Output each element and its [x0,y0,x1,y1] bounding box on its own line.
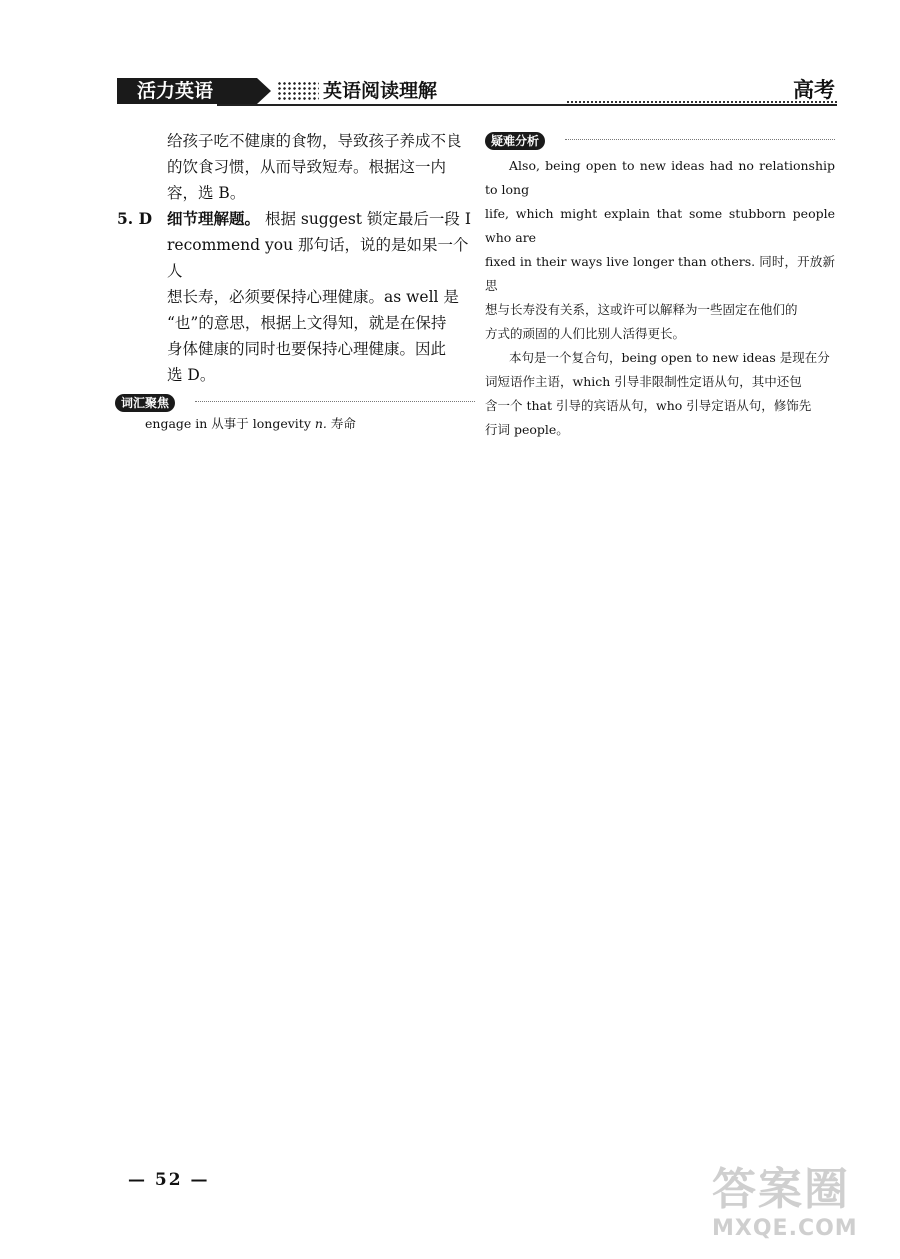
watermark-bottom-text: MXQE.COM [712,1216,858,1241]
question-5-explanation [115,206,475,388]
site-watermark [712,1165,892,1255]
analysis-tag: 疑难分析 [485,132,545,150]
explanation-line [167,206,475,232]
analysis-heading-row [485,130,835,150]
section-title: 英语阅读理解 [323,80,438,102]
sentence-line: fixed in their ways live longer than others. 同时，开放新思 [485,254,835,293]
sentence-line: life, which might explain that some stubborn people who are [485,206,835,245]
vocab-terms: engage in 从事于 longevity [145,416,311,431]
analysis-line: 行词 people。 [485,422,569,437]
question-type: 细节理解题。 [167,210,261,228]
brand-wedge-decoration [257,78,271,104]
continued-answer-line: 给孩子吃不健康的食物，导致孩子养成不良 [167,132,462,150]
page-header [117,76,837,106]
question-number: 5. D [117,209,153,228]
header-rule [217,104,837,106]
continued-answer-line: 容，选 B。 [167,184,246,202]
sentence-line: Also, being open to new ideas had no relationship to long [485,158,835,197]
continued-answer-line: 的饮食习惯，从而导致短寿。根据这一内 [167,158,447,176]
explanation-line: “也”的意思，根据上文得知，就是在保持 [167,314,447,332]
exam-label: 高考 [793,78,835,102]
sentence-analysis [485,154,835,442]
analysis-line: 含一个 that 引导的宾语从句，who 引导定语从句，修饰先 [485,398,812,413]
explanation-line: recommend you 那句话，说的是如果一个人 [167,236,469,280]
vocab-heading-row [115,392,475,412]
dotted-divider [565,139,835,140]
watermark-top-text: 答案圈 [712,1164,850,1215]
explanation-text: 根据 suggest 锁定最后一段 I [260,210,471,228]
left-column [115,128,475,434]
dot-pattern-decoration [277,81,319,101]
explanation-line: 身体健康的同时也要保持心理健康。因此 [167,340,447,358]
sentence-line: 方式的顽固的人们比别人活得更长。 [485,326,686,341]
sentence-line: 想与长寿没有关系，这或许可以解释为一些固定在他们的 [485,302,798,317]
right-column [485,130,835,442]
explanation-line: 想长寿，必须要保持心理健康。as well 是 [167,288,459,306]
vocab-part-of-speech: n. [314,416,327,431]
analysis-line: 词短语作主语，which 引导非限制性定语从句，其中还包 [485,374,802,389]
vocab-meaning: 寿命 [326,416,356,431]
dotted-divider [195,401,475,402]
analysis-line: 本句是一个复合句，being open to new ideas 是现在分 [509,350,830,365]
vocab-tag: 词汇聚焦 [115,394,175,412]
brand-label: 活力英语 [117,78,257,104]
vocab-entry [145,414,475,434]
explanation-line: 选 D。 [167,366,216,384]
page-number: — 52 — [128,1170,210,1190]
